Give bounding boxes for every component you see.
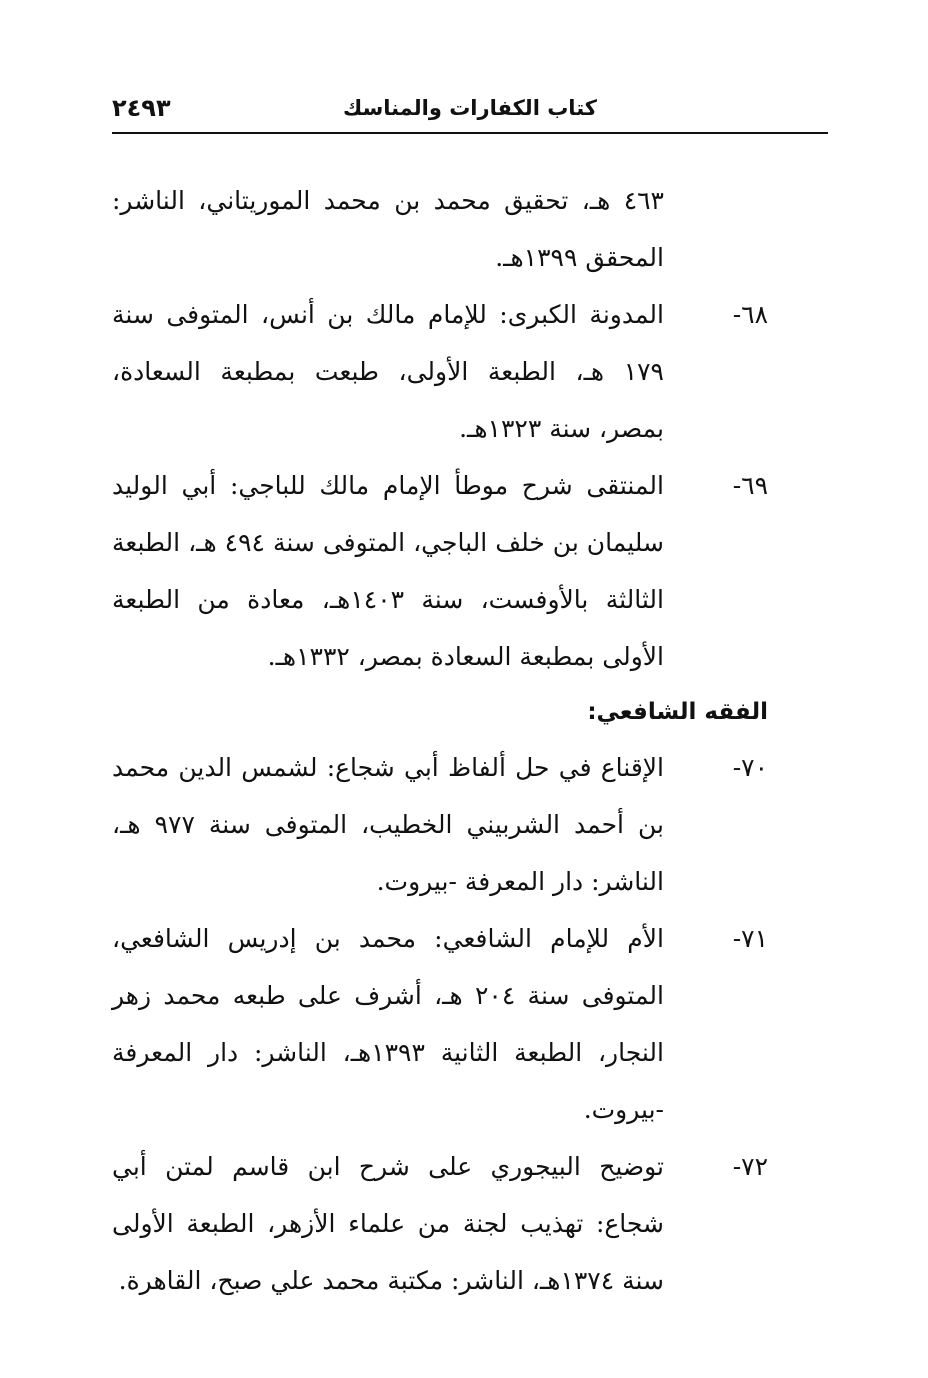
page-number: ٢٤٩٣ bbox=[112, 94, 171, 122]
entry-text: المدونة الكبرى: للإمام مالك بن أنس، المتوفى سنة ١٧٩ هـ، الطبعة الأولى، طبعت بمطبعة السعادة، بمصر، سنة ١٣٢٣هـ. bbox=[112, 300, 664, 443]
entry-number: ٧٢- bbox=[732, 1152, 768, 1181]
section-heading: الفقه الشافعي: bbox=[587, 699, 768, 725]
bibliography-entry bbox=[112, 1138, 768, 1309]
entry-number: ٧٠- bbox=[732, 753, 768, 782]
entry-number: ٦٩- bbox=[732, 471, 768, 500]
entry-text: المنتقى شرح موطأ الإمام مالك للباجي: أبي الوليد سليمان بن خلف الباجي، المتوفى سنة ٤٩٤ هـ، الطبعة الثالثة بالأوفست، سنة ١٤٠٣هـ، معادة من الطبعة الأولى بمطبعة السعادة بمصر، ١٣٣٢هـ. bbox=[112, 471, 664, 671]
page-header bbox=[112, 92, 828, 134]
bibliography-entry bbox=[112, 457, 768, 685]
continuation-paragraph: ٤٦٣ هـ، تحقيق محمد بن محمد الموريتاني، الناشر: المحقق ١٣٩٩هـ. bbox=[112, 186, 664, 272]
entry-text: الأم للإمام الشافعي: محمد بن إدريس الشافعي، المتوفى سنة ٢٠٤ هـ، أشرف على طبعه محمد زهر النجار، الطبعة الثانية ١٣٩٣هـ، الناشر: دار المعرفة -بيروت. bbox=[112, 924, 664, 1124]
bibliography-entry bbox=[112, 910, 768, 1138]
bibliography-entry bbox=[112, 286, 768, 457]
bibliography-entry bbox=[112, 739, 768, 910]
entry-number: ٧١- bbox=[732, 924, 768, 953]
bibliography-content bbox=[112, 172, 768, 1309]
entry-number: ٦٨- bbox=[732, 300, 768, 329]
entry-text: توضيح البيجوري على شرح ابن قاسم لمتن أبي شجاع: تهذيب لجنة من علماء الأزهر، الطبعة الأولى سنة ١٣٧٤هـ، الناشر: مكتبة محمد علي صبح، القاهرة. bbox=[112, 1152, 664, 1295]
entry-text: الإقناع في حل ألفاظ أبي شجاع: لشمس الدين محمد بن أحمد الشربيني الخطيب، المتوفى سنة ٩٧٧ هـ، الناشر: دار المعرفة -بيروت. bbox=[112, 753, 664, 896]
running-title: كتاب الكفارات والمناسك bbox=[343, 96, 597, 120]
